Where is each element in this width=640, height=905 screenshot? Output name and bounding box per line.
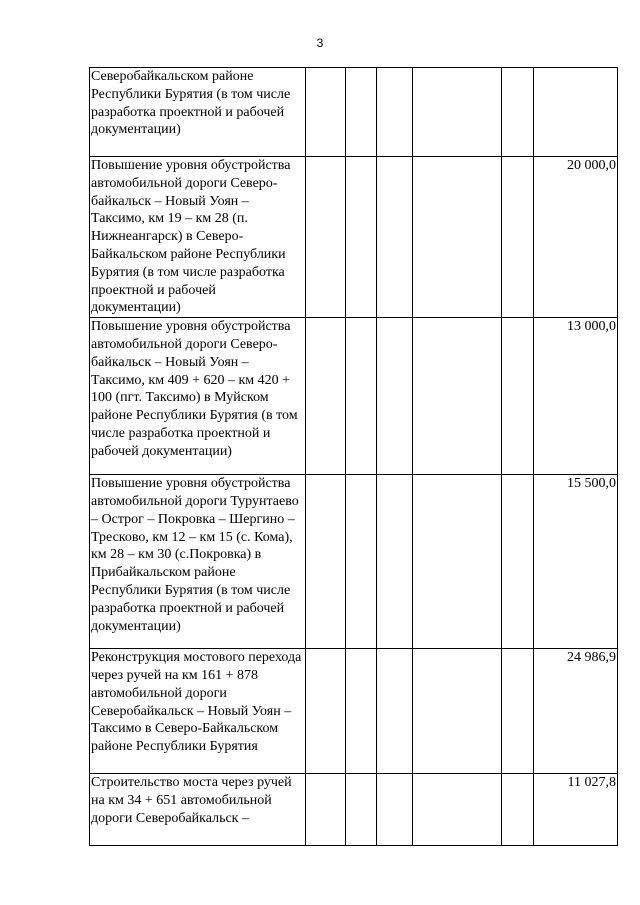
empty-cell bbox=[377, 157, 413, 318]
empty-cell bbox=[502, 68, 534, 157]
empty-cell bbox=[306, 157, 346, 318]
empty-cell bbox=[377, 649, 413, 774]
empty-cell bbox=[502, 318, 534, 475]
object-name-cell: Северобайкальском районе Республики Бурятия (в том числе разработка проектной и рабочей документации) bbox=[90, 68, 306, 157]
empty-cell bbox=[413, 318, 502, 475]
table-row bbox=[90, 157, 618, 318]
table-row bbox=[90, 475, 618, 649]
empty-cell bbox=[306, 649, 346, 774]
empty-cell bbox=[502, 475, 534, 649]
empty-cell bbox=[346, 318, 377, 475]
empty-cell bbox=[413, 68, 502, 157]
table-row bbox=[90, 774, 618, 846]
empty-cell bbox=[413, 649, 502, 774]
object-name-cell: Строительство моста через ручей на км 34 + 651 автомобильной дороги Северобайкальск – bbox=[90, 774, 306, 846]
amount-cell bbox=[534, 68, 618, 157]
table-row bbox=[90, 68, 618, 157]
empty-cell bbox=[377, 475, 413, 649]
table-row bbox=[90, 318, 618, 475]
empty-cell bbox=[306, 318, 346, 475]
empty-cell bbox=[306, 68, 346, 157]
empty-cell bbox=[346, 774, 377, 846]
empty-cell bbox=[306, 774, 346, 846]
empty-cell bbox=[346, 649, 377, 774]
empty-cell bbox=[413, 774, 502, 846]
empty-cell bbox=[502, 774, 534, 846]
object-name-cell: Повышение уровня обустройства автомобильной дороги Северо-байкальск – Новый Уоян – Таксимо, км 409 + 620 – км 420 + 100 (пгт. Таксимо) в Муйском районе Республики Бурятия (в том числе разработка проектной и рабочей документации) bbox=[90, 318, 306, 475]
amount-cell: 11 027,8 bbox=[534, 774, 618, 846]
object-name-cell: Повышение уровня обустройства автомобильной дороги Турунтаево – Острог – Покровка – Шергино – Тресково, км 12 – км 15 (с. Кома), км 28 – км 30 (с.Покровка) в Прибайкальском районе Республики Бурятия (в том числе разработка проектной и рабочей документации) bbox=[90, 475, 306, 649]
amount-cell: 24 986,9 bbox=[534, 649, 618, 774]
empty-cell bbox=[502, 649, 534, 774]
object-name-cell: Реконструкция мостового перехода через ручей на км 161 + 878 автомобильной дороги Северобайкальск – Новый Уоян – Таксимо в Северо-Байкальском районе Республики Бурятия bbox=[90, 649, 306, 774]
table-row bbox=[90, 649, 618, 774]
amount-cell: 13 000,0 bbox=[534, 318, 618, 475]
amount-cell: 15 500,0 bbox=[534, 475, 618, 649]
empty-cell bbox=[306, 475, 346, 649]
budget-table bbox=[89, 67, 618, 846]
empty-cell bbox=[377, 68, 413, 157]
amount-cell: 20 000,0 bbox=[534, 157, 618, 318]
empty-cell bbox=[502, 157, 534, 318]
empty-cell bbox=[377, 774, 413, 846]
empty-cell bbox=[346, 68, 377, 157]
empty-cell bbox=[346, 157, 377, 318]
empty-cell bbox=[377, 318, 413, 475]
empty-cell bbox=[346, 475, 377, 649]
object-name-cell: Повышение уровня обустройства автомобильной дороги Северо-байкальск – Новый Уоян – Таксимо, км 19 – км 28 (п. Нижнеангарск) в Северо-Байкальском районе Республики Бурятия (в том числе разработка проектной и рабочей документации) bbox=[90, 157, 306, 318]
empty-cell bbox=[413, 475, 502, 649]
page-number: 3 bbox=[316, 36, 324, 50]
empty-cell bbox=[413, 157, 502, 318]
